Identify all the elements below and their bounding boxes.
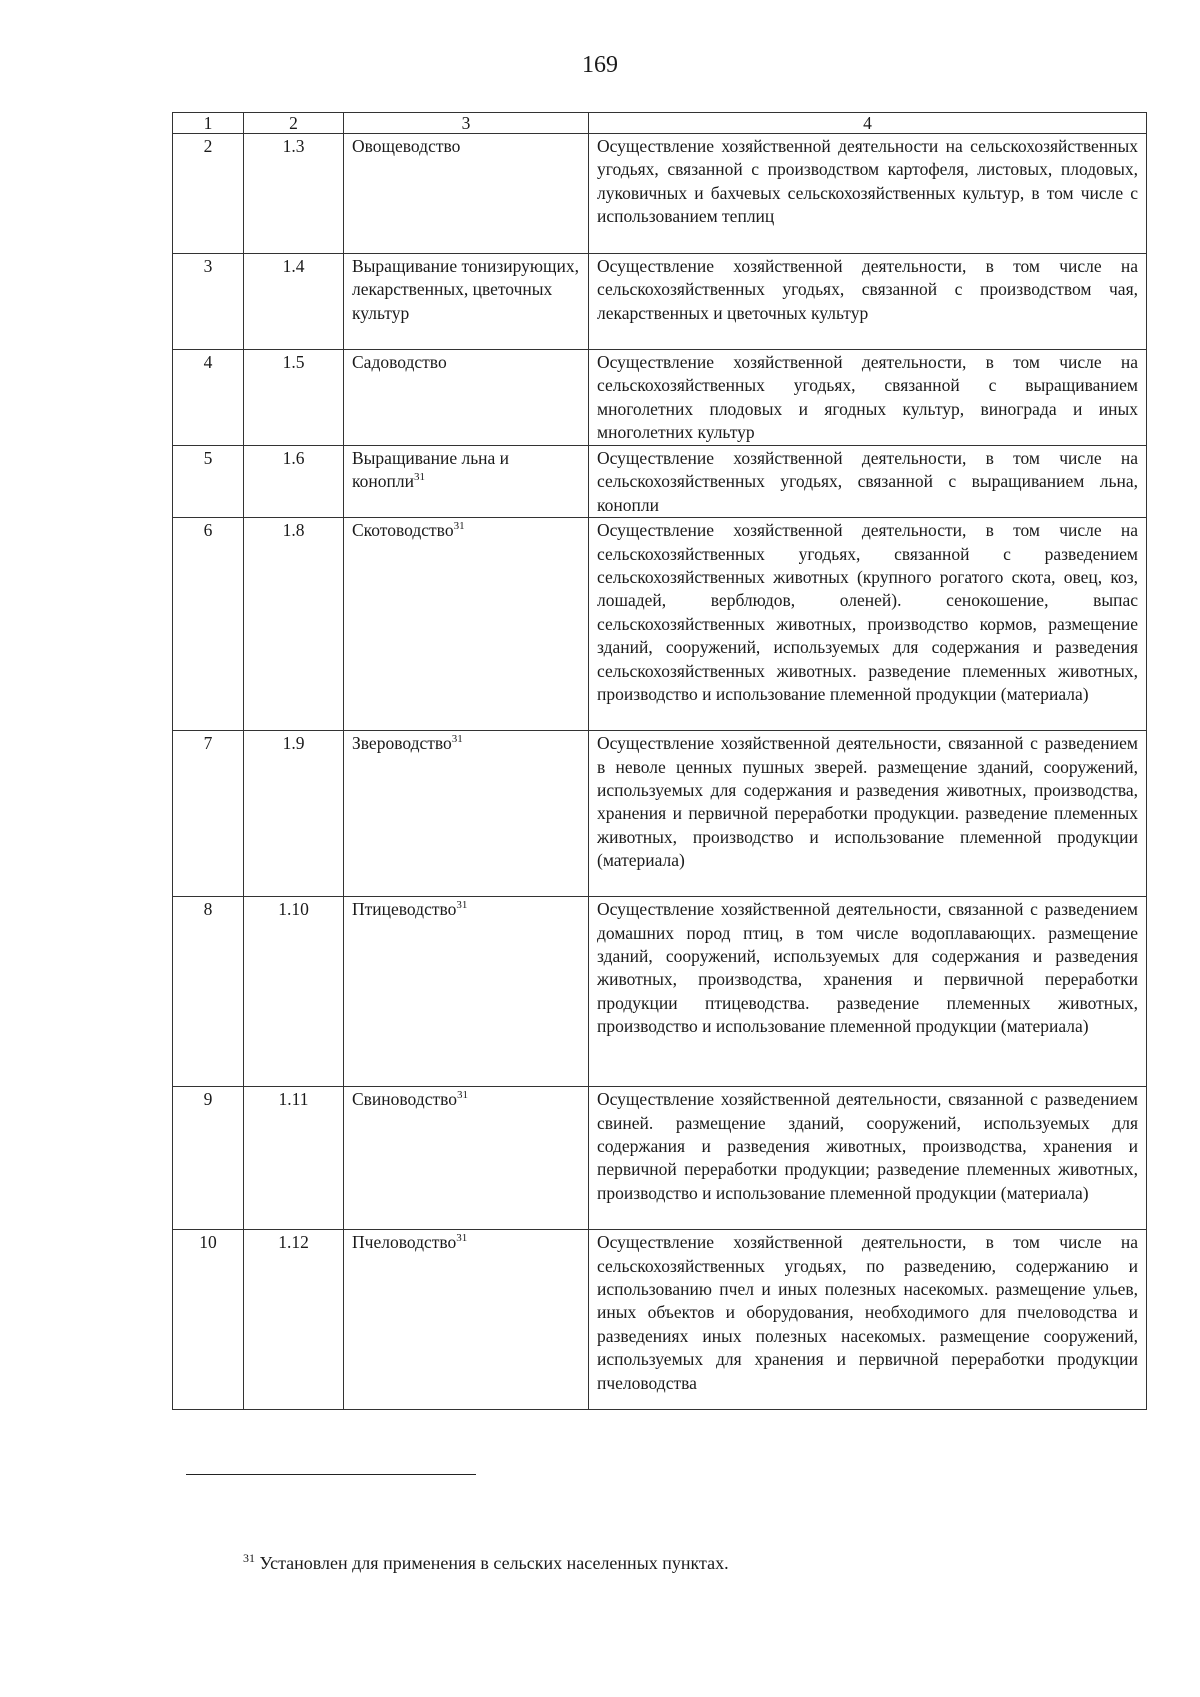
use-code: 1.5	[244, 350, 344, 446]
row-number: 9	[173, 1087, 244, 1230]
use-name: Пчеловодство	[352, 1232, 457, 1253]
use-name: Птицеводство	[352, 899, 457, 920]
use-code: 1.9	[244, 731, 344, 897]
table-row	[173, 350, 1147, 446]
table-row	[173, 1230, 1147, 1410]
page-number: 169	[582, 52, 618, 78]
table-row	[173, 897, 1147, 1087]
use-description: Осуществление хозяйственной деятельности, в том числе на сельскохозяйственных угодьях, связанной с выращиванием многолетних плодовых и ягодных культур, винограда и иных многолетних культур	[589, 350, 1147, 446]
use-description: Осуществление хозяйственной деятельности, связанной с разведением в неволе ценных пушных зверей. размещение зданий, сооружений, используемых для содержания и разведения животных, производства, хранения и первичной переработки продукции. разведение племенных животных, производство и использование племенной продукции (материала)	[589, 731, 1147, 897]
footnote-mark: 31	[243, 1551, 255, 1565]
footnote-ref: 31	[457, 1089, 469, 1102]
use-name-cell	[344, 518, 589, 731]
use-description: Осуществление хозяйственной деятельности, связанной с разведением домашних пород птиц, в том числе водоплавающих. размещение зданий, сооружений, используемых для содержания и разведения животных, производства, хранения и первичной переработки продукции птицеводства. разведение племенных животных, производство и использование племенной продукции (материала)	[589, 897, 1147, 1087]
use-description: Осуществление хозяйственной деятельности, связанной с разведением свиней. размещение зданий, сооружений, используемых для содержания и разведения животных, производства, хранения и первичной переработки продукции; разведение племенных животных, производство и использование племенной продукции (материала)	[589, 1087, 1147, 1230]
use-code: 1.3	[244, 134, 344, 254]
use-description: Осуществление хозяйственной деятельности, в том числе на сельскохозяйственных угодьях, связанной с разведением сельскохозяйственных животных (крупного рогатого скота, овец, коз, лошадей, верблюдов, оленей). сенокошение, выпас сельскохозяйственных животных, производство кормов, размещение зданий, сооружений, используемых для содержания и разведения сельскохозяйственных животных. разведение племенных животных, производство и использование племенной продукции (материала)	[589, 518, 1147, 731]
footnote-text: Установлен для применения в сельских населенных пунктах.	[255, 1553, 729, 1573]
use-name: Свиноводство	[352, 1089, 458, 1110]
use-name-cell	[344, 1087, 589, 1230]
row-number: 8	[173, 897, 244, 1087]
use-code: 1.11	[244, 1087, 344, 1230]
use-description: Осуществление хозяйственной деятельности, в том числе на сельскохозяйственных угодьях, связанной с производством чая, лекарственных и цветочных культур	[589, 254, 1147, 350]
row-number: 4	[173, 350, 244, 446]
table-row	[173, 134, 1147, 254]
use-name: Выращивание тонизирующих, лекарственных, цветочных культур	[352, 256, 579, 323]
use-name-cell	[344, 897, 589, 1087]
use-description: Осуществление хозяйственной деятельности, в том числе на сельскохозяйственных угодьях, связанной с выращиванием льна, конопли	[589, 446, 1147, 518]
use-name-cell	[344, 254, 589, 350]
use-name-cell	[344, 731, 589, 897]
use-code: 1.12	[244, 1230, 344, 1410]
use-name-cell	[344, 350, 589, 446]
use-code: 1.8	[244, 518, 344, 731]
footnote-ref: 31	[453, 520, 465, 533]
use-code: 1.10	[244, 897, 344, 1087]
table-row	[173, 1087, 1147, 1230]
use-description: Осуществление хозяйственной деятельности на сельскохозяйственных угодьях, связанной с производством картофеля, листовых, плодовых, луковичных и бахчевых сельскохозяйственных культур, в том числе с использованием теплиц	[589, 134, 1147, 254]
use-name-cell	[344, 446, 589, 518]
land-use-table	[172, 112, 1147, 1410]
table-header-row	[173, 113, 1147, 134]
footnote-ref: 31	[413, 471, 425, 484]
table-row	[173, 254, 1147, 350]
row-number: 5	[173, 446, 244, 518]
header-cell: 2	[244, 113, 344, 134]
footnote	[243, 1553, 729, 1574]
use-name: Овощеводство	[352, 136, 461, 156]
footnote-ref: 31	[456, 899, 468, 912]
header-cell: 3	[344, 113, 589, 134]
footnote-ref: 31	[451, 733, 463, 746]
header-cell: 4	[589, 113, 1147, 134]
footnote-ref: 31	[456, 1232, 468, 1245]
row-number: 7	[173, 731, 244, 897]
use-name-cell	[344, 134, 589, 254]
footnote-divider	[186, 1474, 476, 1475]
use-name: Выращивание льна и конопли	[352, 448, 510, 492]
header-cell: 1	[173, 113, 244, 134]
use-description: Осуществление хозяйственной деятельности, в том числе на сельскохозяйственных угодьях, по разведению, содержанию и использованию пчел и иных полезных насекомых. размещение ульев, иных объектов и оборудования, необходимого для пчеловодства и разведениях иных полезных насекомых. размещение сооружений, используемых для хранения и первичной переработки продукции пчеловодства	[589, 1230, 1147, 1410]
use-name: Скотоводство	[352, 520, 454, 541]
table-row	[173, 731, 1147, 897]
row-number: 2	[173, 134, 244, 254]
use-name-cell	[344, 1230, 589, 1410]
row-number: 6	[173, 518, 244, 731]
use-code: 1.6	[244, 446, 344, 518]
use-code: 1.4	[244, 254, 344, 350]
use-name: Садоводство	[352, 352, 447, 372]
row-number: 3	[173, 254, 244, 350]
row-number: 10	[173, 1230, 244, 1410]
table-row	[173, 446, 1147, 518]
table-row	[173, 518, 1147, 731]
use-name: Звероводство	[352, 733, 452, 754]
